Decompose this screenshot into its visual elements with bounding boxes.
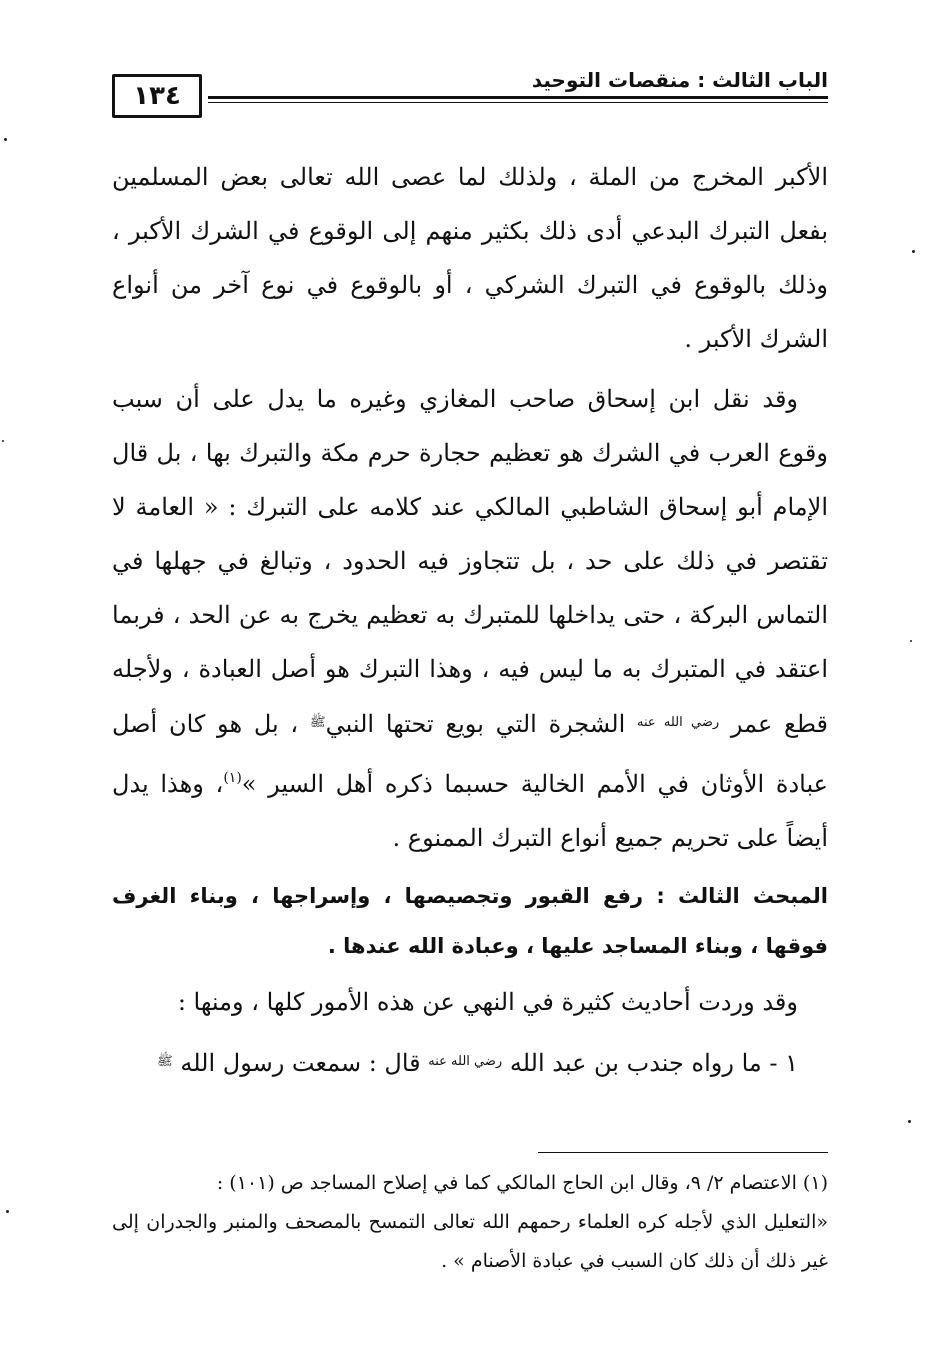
- scan-speck: [4, 138, 7, 141]
- page-header: [112, 62, 828, 122]
- hadith-line: [112, 1035, 828, 1090]
- main-text: [112, 150, 828, 1090]
- honorific-radiallahu-anhu: رضي الله عنه: [637, 715, 720, 730]
- footnote-reference: (١): [223, 770, 242, 786]
- chapter-title: الباب الثالث : منقصات التوحيد: [531, 68, 828, 92]
- hadith-part-2: قال : سمعت رسول الله: [180, 1049, 421, 1077]
- scan-speck: [2, 440, 4, 442]
- scan-speck: [912, 250, 915, 253]
- paragraph-2-part-3: ، بل هو كان أصل عبادة الأوثان في الأمم الخالية حسبما ذكره أهل السير »: [112, 710, 829, 798]
- scan-speck: [908, 1120, 911, 1123]
- hadith-honorific-radiallahu-anhu: رضي الله عنه: [428, 1054, 503, 1069]
- paragraph-2-part-2: الشجرة التي بويع تحتها النبي: [325, 710, 626, 738]
- paragraph-2-part-1: وقد نقل ابن إسحاق صاحب المغازي وغيره ما يدل على أن سبب وقوع العرب في الشرك هو تعظيم حجارة حرم مكة والتبرك بها ، بل قال الإمام أبو إسحاق الشاطبي المالكي عند كلامه على التبرك : « العامة لا تقتصر في ذلك على حد ، بل تتجاوز فيه الحدود ، وتبالغ في جهلها في التماس البركة ، حتى يداخلها للمتبرك به تعظيم يخرج به عن الحد ، فربما اعتقد في المتبرك به ما ليس فيه ، وهذا التبرك هو أصل العبادة ، ولأجله قطع عمر: [112, 385, 828, 738]
- header-rule-thick: [208, 96, 828, 99]
- scan-speck: [910, 640, 912, 642]
- paragraph-2-part-4: ، وهذا يدل أيضاً على تحريم جميع أنواع التبرك الممنوع .: [112, 770, 828, 852]
- scan-speck: [6, 1210, 9, 1213]
- honorific-salla-allahu-alayhi: ﷺ: [309, 715, 326, 730]
- hadith-part-1: ١ - ما رواه جندب بن عبد الله: [509, 1049, 798, 1077]
- footnote-line-1: (١) الاعتصام ٢/ ٩، وقال ابن الحاج المالكي كما في إصلاح المساجد ص (١٠١) :: [216, 1172, 828, 1194]
- paragraph-3: وقد وردت أحاديث كثيرة في النهي عن هذه الأمور كلها ، ومنها :: [177, 988, 798, 1016]
- section-heading: المبحث الثالث : رفع القبور وتجصيصها ، وإسراجها ، وبناء الغرف فوقها ، وبناء المساجد عليها ، وعبادة الله عندها .: [112, 884, 828, 958]
- page-number: ١٣٤: [112, 74, 202, 118]
- hadith-honorific-salla-allahu-alayhi: ﷺ: [156, 1054, 173, 1069]
- footnote-separator: [538, 1152, 828, 1153]
- header-rule-thin: [208, 102, 828, 103]
- footnote-line-2: «التعليل الذي لأجله كره العلماء رحمهم الله تعالى التمسح بالمصحف والمنبر والجدران إلى غير ذلك أن ذلك كان السبب في عبادة الأصنام » .: [112, 1211, 828, 1272]
- paragraph-1: الأكبر المخرج من الملة ، ولذلك لما عصى الله تعالى بعض المسلمين بفعل التبرك البدعي أدى ذلك بكثير منهم إلى الوقوع في الشرك الأكبر ، وذلك بالوقوع في التبرك الشركي ، أو بالوقوع في نوع آخر من أنواع الشرك الأكبر .: [112, 163, 828, 353]
- paragraph-2: [112, 372, 828, 865]
- footnotes: [112, 1164, 828, 1281]
